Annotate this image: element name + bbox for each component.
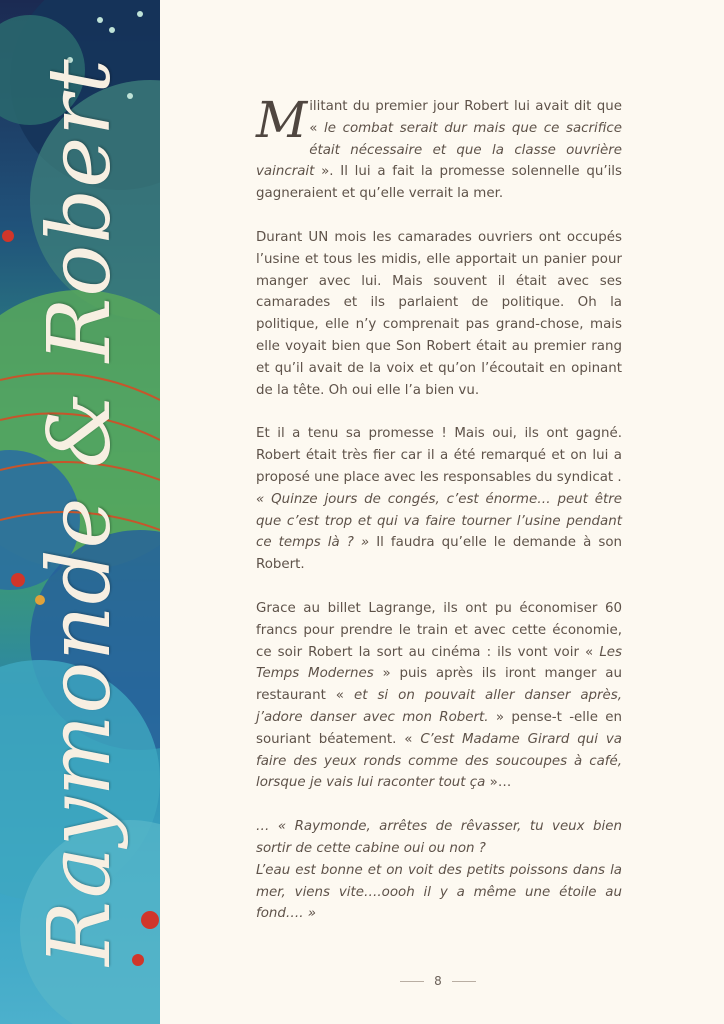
paragraph-4	[256, 598, 622, 794]
text-run: Il faudra qu’elle le demande à son Robert.	[256, 535, 623, 573]
text-run-italic: … « Raymonde, arrêtes de rêvasser, tu veux bien sortir de cette cabine oui ou non ?	[256, 819, 622, 856]
text-run: Grace au billet Lagrange, ils ont pu économiser 60 francs pour prendre le train et avec cette économie, ce soir Robert la sort au cinéma : ils vont voir «	[256, 600, 622, 660]
text-run: ilitant du premier jour Robert lui avait dit que «	[309, 99, 622, 136]
side-illustration	[0, 0, 160, 1024]
text-run: Durant UN mois les camarades ouvriers ont occupés l’usine et tous les midis, elle apportait un panier pour manger avec lui. Mais souvent il était avec ses camarades et ils parlaient de politique. Oh la politique, elle n’y comprenait pas grand-chose, mais elle voyait bien que Son Robert était au premier rang et qu’il avait de la voix et qu’on l’écoutait en opinant de la tête. Oh oui elle l’a bien vu.	[256, 229, 622, 398]
side-title: Raymonde & Robert	[30, 58, 130, 966]
text-run-italic: C’est Madame Girard qui va faire des yeux ronds comme des soucoupes à café, lorsque je vais lui raconter tout ça	[256, 731, 622, 791]
dropcap: M	[256, 91, 308, 149]
page-number: 8	[434, 974, 442, 988]
page-footer	[396, 974, 480, 988]
text-run-italic: Les Temps Modernes	[256, 644, 622, 682]
paragraph-2	[256, 227, 622, 401]
text-run: Et il a tenu sa promesse ! Mais oui, ils ont gagné. Robert était très fier car il a été remarqué et on lui a proposé une place avec les responsables du syndicat .	[256, 426, 622, 485]
text-run: » puis après ils iront manger au restaurant «	[256, 666, 622, 704]
text-run-italic: « Quinze jours de congés, c’est énorme… peut être que c’est trop et qui va faire tourner l’usine pendant ce temps là ? »	[256, 491, 622, 551]
text-run-italic: et si on pouvait aller danser après, j’adore danser avec mon Robert.	[256, 688, 623, 725]
text-run-italic: le combat serait dur mais que ce sacrifice était nécessaire et que la classe ouvrière vaincrait	[256, 120, 622, 180]
paragraph-1	[256, 91, 622, 205]
text-run: ». Il lui a fait la promesse solennelle qu’ils gagneraient et qu’elle verrait la mer.	[256, 164, 622, 202]
text-run-italic: L’eau est bonne et on voit des petits poissons dans la mer, viens vite….oooh il y a même une étoile au fond…. »	[256, 862, 622, 922]
paragraph-5	[256, 816, 622, 925]
footer-rule-left	[400, 981, 424, 982]
text-run: »…	[485, 775, 512, 791]
paragraph-3	[256, 423, 622, 576]
text-run: » pense-t -elle en souriant béatement. «	[256, 709, 623, 747]
body-text	[256, 91, 623, 947]
footer-rule-right	[452, 981, 476, 982]
